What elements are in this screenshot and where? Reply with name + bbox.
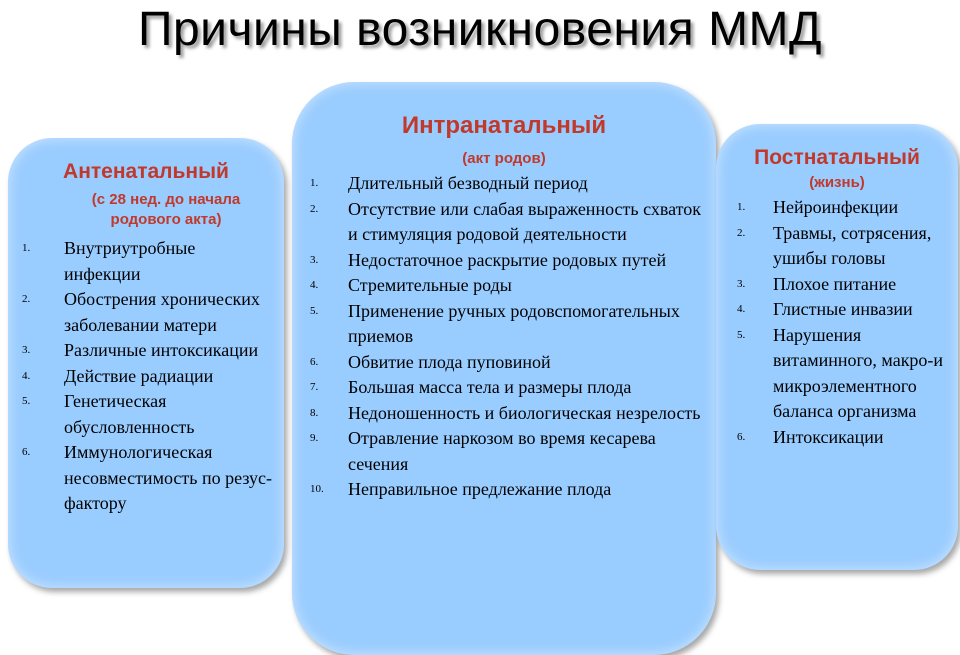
list-item [310, 477, 706, 503]
list-item [22, 338, 276, 364]
list-item [310, 197, 706, 248]
list-item [310, 273, 706, 299]
list-item-text: Применение ручных родовспомогательных приемов [348, 300, 680, 346]
list-number: 5. [310, 304, 319, 317]
list-item-text: Недостаточное раскрытие родовых путей [348, 249, 667, 270]
list-item [22, 236, 276, 287]
list-item-text: Обвитие плода пуповиной [348, 351, 551, 372]
intranatal-heading: Интранатальный [401, 112, 607, 139]
list-item [22, 287, 276, 338]
list-number: 1. [737, 201, 746, 213]
list-item [22, 389, 276, 440]
list-item [310, 401, 706, 427]
list-item-text: Глистные инвазии [773, 299, 913, 319]
postnatal-list [737, 195, 955, 450]
list-item [22, 364, 276, 390]
list-number: 5. [22, 395, 31, 407]
list-item-text: Иммунологическая несовместимость по резус-фактору [64, 442, 273, 513]
list-item-text: Неправильное предлежание плода [348, 479, 612, 499]
list-item-text: Нейроинфекции [773, 197, 899, 217]
list-item-text: Внутриутробные инфекции [64, 238, 196, 284]
list-item [310, 375, 706, 401]
list-number: 4. [22, 369, 31, 382]
list-number: 6. [737, 430, 746, 443]
list-number: 9. [310, 432, 319, 444]
list-number: 7. [310, 381, 319, 393]
list-item [310, 248, 706, 274]
postnatal-heading: Постнатальный [754, 146, 920, 169]
list-number: 3. [22, 344, 31, 356]
list-item-text: Стремительные роды [348, 275, 512, 295]
list-number: 3. [737, 277, 746, 290]
list-item-text: Действие радиации [64, 365, 214, 386]
antenatal-panel [8, 138, 284, 588]
list-item-text: Отравление наркозом во время кесарева сечения [348, 428, 656, 474]
list-number: 2. [737, 226, 746, 239]
list-number: 6. [310, 355, 319, 368]
list-item-text: Травмы, сотрясения, ушибы головы [773, 222, 932, 268]
list-item [737, 297, 955, 323]
list-item-text: Различные интоксикации [64, 340, 259, 360]
list-item-text: Отсутствие или слабая выраженность схваток и стимуляция родовой деятельности [348, 198, 701, 244]
intranatal-panel [292, 82, 716, 655]
list-number: 3. [310, 253, 319, 266]
list-item-text: Большая масса тела и размеры плода [348, 377, 632, 397]
list-number: 1. [22, 242, 31, 254]
list-number: 4. [310, 279, 319, 291]
list-item-text: Интоксикации [773, 426, 884, 447]
list-number: 2. [22, 293, 31, 305]
antenatal-heading: Антенатальный [63, 160, 229, 183]
list-number: 4. [737, 303, 746, 315]
list-item [737, 195, 955, 221]
list-number: 8. [310, 406, 319, 419]
antenatal-list [22, 236, 276, 517]
list-item [737, 221, 955, 272]
list-item [310, 350, 706, 376]
list-number: 5. [737, 328, 746, 341]
list-item-text: Обострения хронических заболевании матери [64, 289, 260, 335]
intranatal-list [310, 171, 706, 503]
list-item [22, 440, 276, 517]
list-item [737, 323, 955, 425]
list-item [310, 171, 706, 197]
list-item-text: Генетическая обусловленность [64, 391, 195, 437]
list-number: 10. [310, 483, 324, 495]
list-item [737, 272, 955, 298]
list-item [310, 299, 706, 350]
intranatal-subheading: (акт родов) [462, 150, 546, 167]
list-item [310, 426, 706, 477]
list-number: 2. [310, 202, 319, 215]
list-item-text: Плохое питание [773, 273, 897, 294]
list-item-text: Недоношенность и биологическая незрелость [348, 402, 701, 423]
antenatal-subheading: (с 28 нед. до начала родового акта) [91, 191, 241, 228]
list-number: 6. [22, 446, 31, 458]
page-title: Причины возникновения ММД [137, 3, 823, 56]
postnatal-subheading: (жизнь) [809, 174, 865, 191]
postnatal-panel [716, 124, 958, 570]
list-item [737, 425, 955, 451]
list-number: 1. [310, 177, 319, 189]
list-item-text: Нарушения витаминного, макро-и микроэлементного баланса организма [773, 324, 944, 421]
list-item-text: Длительный безводный период [348, 173, 588, 193]
